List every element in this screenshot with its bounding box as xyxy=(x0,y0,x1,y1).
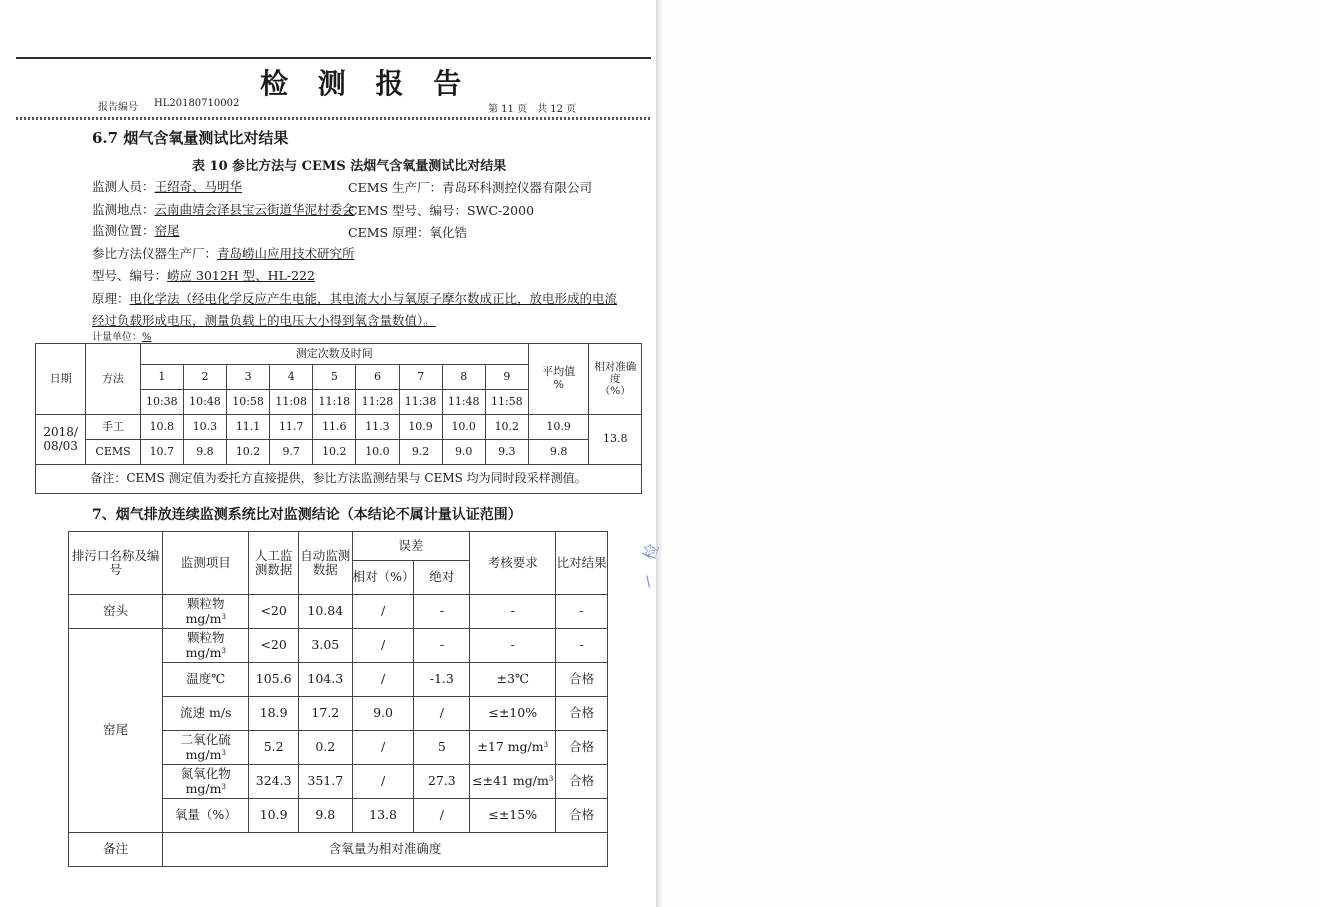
run-number: 9 xyxy=(485,365,528,390)
cems-average: 9.8 xyxy=(528,440,589,465)
cems-value: 10.2 xyxy=(227,440,270,465)
requirement-header: 考核要求 xyxy=(470,532,556,595)
kiln-tail-auto: 104.3 xyxy=(298,663,352,697)
kiln-tail-manual: 5.2 xyxy=(249,731,299,765)
kiln-head-req: - xyxy=(470,595,556,629)
site-label: 监测地点： xyxy=(92,202,155,217)
stamp-mark: 检 xyxy=(639,541,663,563)
kiln-head-res: - xyxy=(556,595,608,629)
outlet-header: 排污口名称及编号 xyxy=(69,532,163,595)
oxygen-comparison-table xyxy=(35,343,642,494)
kiln-tail-auto: 3.05 xyxy=(298,629,352,663)
page-info: 第 11 页 共 12 页 xyxy=(488,104,577,115)
run-number: 6 xyxy=(356,365,399,390)
report-no-label: 报告编号 xyxy=(98,102,138,113)
unit-superscript: 3 xyxy=(221,612,226,621)
unit-row xyxy=(92,328,152,343)
manual-value: 11.7 xyxy=(270,415,313,440)
monitor-person-label: 监测人员： xyxy=(92,179,155,194)
kiln-tail-rel: 13.8 xyxy=(352,799,414,833)
monitor-person: 王绍奇、马明华 xyxy=(154,179,243,194)
kiln-head-item xyxy=(163,595,249,629)
unit-superscript: 3 xyxy=(221,782,226,791)
run-number: 3 xyxy=(227,365,270,390)
blank-facing-page xyxy=(639,0,1320,907)
kiln-tail-auto: 17.2 xyxy=(298,697,352,731)
kiln-tail-res: 合格 xyxy=(556,663,608,697)
kiln-tail-row xyxy=(69,629,608,663)
kiln-tail-abs: - xyxy=(414,629,470,663)
header-rule xyxy=(16,57,651,59)
principle-line2: 经过负载形成电压，测量负载上的电压大小得到氧含量数值）。 xyxy=(92,313,436,328)
date-cell xyxy=(36,415,86,465)
principle-label: 原理： xyxy=(92,291,130,306)
kiln-head-auto: 10.84 xyxy=(298,595,352,629)
kiln-tail-rel: 9.0 xyxy=(352,697,414,731)
manual-value: 11.1 xyxy=(227,415,270,440)
unit-superscript: 3 xyxy=(221,748,226,757)
run-time: 11:58 xyxy=(485,390,528,415)
cems-value: 10.7 xyxy=(140,440,183,465)
item-unit: mg/m xyxy=(185,746,222,762)
cems-principle-label: CEMS 原理： xyxy=(348,225,430,240)
run-number: 7 xyxy=(399,365,442,390)
kiln-tail-abs: 27.3 xyxy=(414,765,470,799)
kiln-tail-item xyxy=(163,731,249,765)
item-name: 氮氧化物 xyxy=(180,766,231,782)
kiln-tail-res: 合格 xyxy=(556,799,608,833)
kiln-tail-abs: / xyxy=(414,799,470,833)
requirement-text: ≤±15% xyxy=(488,807,538,823)
kiln-tail-res: 合格 xyxy=(556,697,608,731)
manual-label: 手工 xyxy=(86,415,140,440)
kiln-head-row xyxy=(69,595,608,629)
requirement-text: ±3℃ xyxy=(496,671,529,687)
item-unit: mg/m xyxy=(185,780,222,796)
run-time: 11:18 xyxy=(313,390,356,415)
cems-conclusion-table xyxy=(68,531,608,867)
manual-row xyxy=(36,415,642,440)
kiln-tail-abs: / xyxy=(414,697,470,731)
cems-value: 9.7 xyxy=(270,440,313,465)
manual-value: 10.9 xyxy=(399,415,442,440)
kiln-tail-req xyxy=(470,731,556,765)
section7-heading: 7、烟气排放连续监测系统比对监测结论（本结论不属计量认证范围） xyxy=(92,507,522,523)
model-label: 型号、编号： xyxy=(92,268,168,283)
info-row-2 xyxy=(92,200,355,218)
kiln-tail-item xyxy=(163,765,249,799)
cems-maker-row xyxy=(348,178,592,196)
dotted-rule xyxy=(16,117,651,120)
times-header: 测定次数及时间 xyxy=(140,344,528,365)
manual-value: 10.0 xyxy=(442,415,485,440)
ref-maker-label: 参比方法仪器生产厂： xyxy=(92,246,218,261)
kiln-tail-manual: 324.3 xyxy=(249,765,299,799)
kiln-tail-req xyxy=(470,799,556,833)
run-time: 10:38 xyxy=(140,390,183,415)
kiln-tail-res: - xyxy=(556,629,608,663)
run-number: 2 xyxy=(183,365,226,390)
relative-header: 相对（%） xyxy=(352,561,414,595)
kiln-tail-auto: 0.2 xyxy=(298,731,352,765)
run-time: 11:08 xyxy=(270,390,313,415)
kiln-tail-req xyxy=(470,663,556,697)
kiln-tail-manual: 10.9 xyxy=(249,799,299,833)
manual-value: 10.3 xyxy=(183,415,226,440)
cems-maker: 青岛环科测控仪器有限公司 xyxy=(442,180,593,195)
cems-maker-label: CEMS 生产厂： xyxy=(348,180,443,195)
kiln-head-abs: - xyxy=(414,595,470,629)
stamp-mark-2: / xyxy=(642,573,655,591)
cems-value: 10.2 xyxy=(313,440,356,465)
relative-accuracy: 13.8 xyxy=(589,415,642,465)
manual-average: 10.9 xyxy=(528,415,589,440)
cems-model: SWC-2000 xyxy=(467,203,535,218)
unit-label: 计量单位： xyxy=(92,332,142,343)
position-label: 监测位置： xyxy=(92,223,155,238)
kiln-tail-res: 合格 xyxy=(556,765,608,799)
cems-value: 9.2 xyxy=(399,440,442,465)
kiln-tail-abs: 5 xyxy=(414,731,470,765)
kiln-tail-item xyxy=(163,697,249,731)
cems-label: CEMS xyxy=(86,440,140,465)
report-no: HL20180710002 xyxy=(154,98,240,109)
kiln-tail-rel: / xyxy=(352,765,414,799)
item-name: 颗粒物 xyxy=(187,596,225,612)
table1-note: 备注：CEMS 测定值为委托方直接提供，参比方法监测结果与 CEMS 均为同时段采样测值。 xyxy=(36,465,642,494)
kiln-tail-rel: / xyxy=(352,629,414,663)
kiln-head-name: 窑头 xyxy=(69,595,163,629)
item-name: 二氧化硫 xyxy=(180,732,231,748)
cems-principle: 氧化锆 xyxy=(429,225,468,240)
section-heading: 6.7 烟气含氧量测试比对结果 xyxy=(92,129,289,147)
requirement-text: ±17 mg/m xyxy=(477,739,544,755)
manual-value: 11.3 xyxy=(356,415,399,440)
unit: % xyxy=(142,332,152,343)
requirement-text: - xyxy=(510,637,515,653)
error-header: 误差 xyxy=(352,532,470,561)
manual-header: 人工监测数据 xyxy=(249,532,299,595)
run-number: 4 xyxy=(270,365,313,390)
item-header: 监测项目 xyxy=(163,532,249,595)
method-header: 方法 xyxy=(86,344,140,415)
principle-line1: 电化学法（经电化学反应产生电能，其电流大小与氧原子摩尔数成正比，放电形成的电流 xyxy=(129,291,618,306)
kiln-tail-auto: 351.7 xyxy=(298,765,352,799)
kiln-tail-rel: / xyxy=(352,663,414,697)
item-name: 流速 m/s xyxy=(180,705,232,721)
kiln-tail-item xyxy=(163,663,249,697)
info-row-3 xyxy=(92,221,191,239)
cems-value: 9.0 xyxy=(442,440,485,465)
unit-superscript: 3 xyxy=(543,741,549,750)
requirement-text: ≤±10% xyxy=(488,705,538,721)
kiln-tail-req xyxy=(470,765,556,799)
run-time: 11:48 xyxy=(442,390,485,415)
cems-value: 9.8 xyxy=(183,440,226,465)
kiln-tail-req xyxy=(470,629,556,663)
kiln-head-manual: <20 xyxy=(249,595,299,629)
kiln-head-rel: / xyxy=(352,595,414,629)
run-number: 5 xyxy=(313,365,356,390)
kiln-tail-manual: <20 xyxy=(249,629,299,663)
manual-value: 10.8 xyxy=(140,415,183,440)
manual-value: 10.2 xyxy=(485,415,528,440)
cems-model-row xyxy=(348,201,534,219)
site: 云南曲靖会泽县宝云街道华泥村委会 xyxy=(154,202,355,217)
cems-principle-row xyxy=(348,223,467,241)
manual-value: 11.6 xyxy=(313,415,356,440)
note-text: 含氧量为相对准确度 xyxy=(163,833,608,867)
item-name: 颗粒物 xyxy=(187,630,225,646)
run-time: 11:38 xyxy=(399,390,442,415)
avg-header: 平均值 % xyxy=(528,344,589,415)
kiln-tail-item xyxy=(163,629,249,663)
kiln-tail-manual: 18.9 xyxy=(249,697,299,731)
kiln-tail-abs: -1.3 xyxy=(414,663,470,697)
item-name: 氧量（%） xyxy=(174,807,237,823)
report-title: 检 测 报 告 xyxy=(260,67,472,100)
kiln-tail-name: 窑尾 xyxy=(69,629,163,833)
date-header: 日期 xyxy=(36,344,86,415)
result-header: 比对结果 xyxy=(556,532,608,595)
cems-row xyxy=(36,440,642,465)
absolute-header: 绝对 xyxy=(414,561,470,595)
cems-value: 10.0 xyxy=(356,440,399,465)
kiln-tail-rel: / xyxy=(352,731,414,765)
info-row-6 xyxy=(92,289,617,307)
run-number: 8 xyxy=(442,365,485,390)
run-number: 1 xyxy=(140,365,183,390)
kiln-tail-res: 合格 xyxy=(556,731,608,765)
unit-superscript: 3 xyxy=(548,775,554,784)
kiln-tail-auto: 9.8 xyxy=(298,799,352,833)
unit-superscript: 3 xyxy=(221,646,226,655)
requirement-text: ≤±41 mg/m xyxy=(472,773,549,789)
info-row-4 xyxy=(92,244,355,262)
auto-header: 自动监测数据 xyxy=(298,532,352,595)
run-time: 10:58 xyxy=(227,390,270,415)
date-value: 2018/08/03 xyxy=(43,424,78,453)
info-row-1 xyxy=(92,177,275,195)
cems-model-label: CEMS 型号、编号： xyxy=(348,203,468,218)
position: 窑尾 xyxy=(154,223,180,238)
item-name: 温度℃ xyxy=(186,671,226,687)
note-label: 备注 xyxy=(69,833,163,867)
run-time: 11:28 xyxy=(356,390,399,415)
accuracy-header: 相对准确度 （%） xyxy=(589,344,642,415)
kiln-tail-manual: 105.6 xyxy=(249,663,299,697)
model: 崂应 3012H 型、HL-222 xyxy=(167,268,315,283)
item-unit: mg/m xyxy=(185,610,222,626)
cems-value: 9.3 xyxy=(485,440,528,465)
item-unit: mg/m xyxy=(185,644,222,660)
scanned-page xyxy=(0,0,658,907)
table-title: 表 10 参比方法与 CEMS 法烟气含氧量测试比对结果 xyxy=(192,159,507,174)
kiln-tail-item xyxy=(163,799,249,833)
info-row-5 xyxy=(92,266,315,284)
run-time: 10:48 xyxy=(183,390,226,415)
ref-maker: 青岛崂山应用技术研究所 xyxy=(217,246,355,261)
kiln-tail-req xyxy=(470,697,556,731)
